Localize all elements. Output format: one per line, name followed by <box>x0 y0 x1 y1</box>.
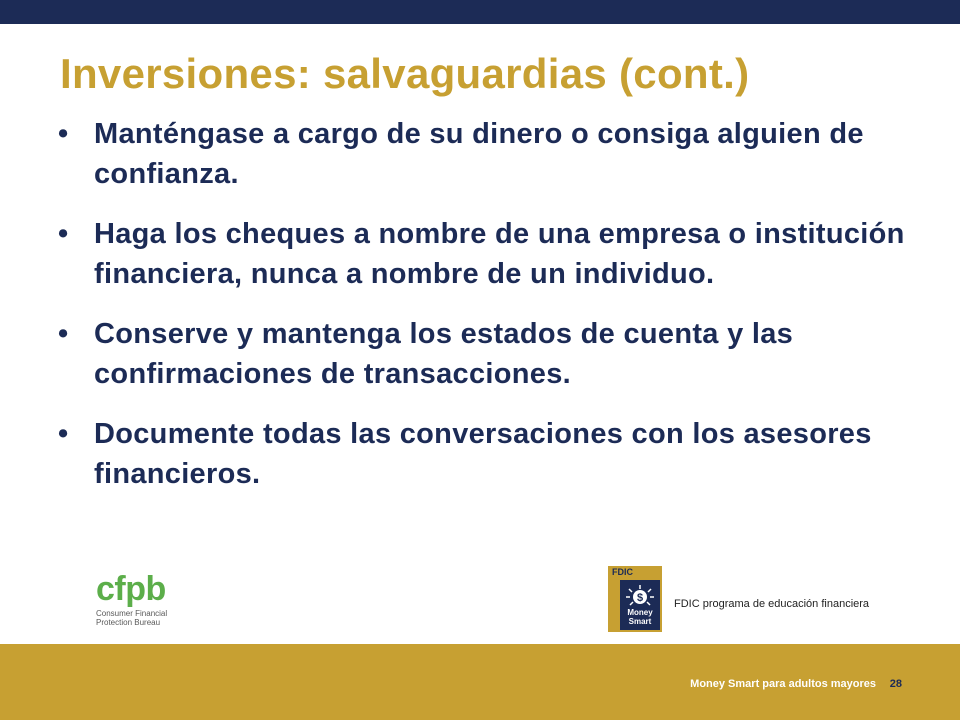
slide-title: Inversiones: salvaguardias (cont.) <box>60 50 750 97</box>
money-smart-line: Smart <box>628 617 652 626</box>
bullet-list <box>56 114 906 514</box>
bullet-text: Conserve y mantenga los estados de cuenta y las confirmaciones de transacciones. <box>94 318 794 390</box>
bullet-text: Haga los cheques a nombre de una empresa o institución financiera, nunca a nombre de un individuo. <box>94 218 905 290</box>
bullet-text: Manténgase a cargo de su dinero o consiga alguien de confianza. <box>94 118 864 190</box>
bullet-marker: • <box>58 418 69 450</box>
bullet-item <box>56 414 906 494</box>
fdic-label: FDIC <box>612 567 633 577</box>
fdic-program-text: FDIC programa de educación financiera <box>674 598 870 610</box>
fdic-money-smart-logo <box>608 566 662 632</box>
bullet-marker: • <box>58 318 69 350</box>
money-smart-line: Money <box>627 608 653 617</box>
footer-text: Money Smart para adultos mayores <box>690 678 876 690</box>
cfpb-logo-subtitle <box>96 609 216 627</box>
cfpb-subtitle-line: Consumer Financial <box>96 609 168 618</box>
cfpb-logo <box>96 572 216 628</box>
bullet-item <box>56 114 906 194</box>
bullet-item <box>56 214 906 294</box>
money-smart-box <box>620 580 660 630</box>
bullet-marker: • <box>58 218 69 250</box>
page-number: 28 <box>889 678 902 690</box>
bullet-marker: • <box>58 118 69 150</box>
top-bar <box>0 0 960 24</box>
bottom-bar <box>0 644 960 720</box>
bullet-text: Documente todas las conversaciones con los asesores financieros. <box>94 418 872 490</box>
sun-dollar-icon <box>624 584 656 608</box>
svg-text:$: $ <box>636 592 644 604</box>
cfpb-logo-mark: cfpb <box>96 570 166 608</box>
cfpb-subtitle-line: Protection Bureau <box>96 618 161 627</box>
money-smart-text <box>622 608 658 626</box>
bullet-item <box>56 314 906 394</box>
